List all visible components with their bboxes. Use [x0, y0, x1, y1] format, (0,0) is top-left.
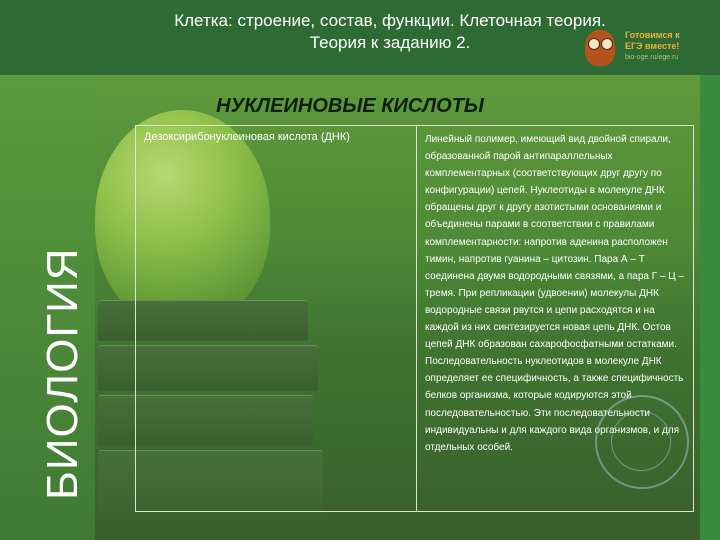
section-heading: НУКЛЕИНОВЫЕ КИСЛОТЫ	[216, 95, 484, 117]
term-text: Дезоксирибонуклеиновая кислота (ДНК)	[144, 131, 350, 143]
definition-text: Линейный полимер, имеющий вид двойной спирали, образованной парой антипараллельных комплементарных (соответствующих друг другу по конфигурации) цепей. Нуклеотиды в молекуле ДНК обращены друг к другу азотистыми основаниями и объединены парами в соответствии с правилами комплементарности: напротив аденина расположен тимин, напротив гуанина – цитозин. Пара А – Т соединена двумя водородными связями, а пара Г – Ц – тремя. При репликации (удвоении) молекулы ДНК водородные связи рвутся и цепи расходятся и на каждой из них синтезируется новая цепь ДНК. Остов цепей ДНК образован сахарофосфатными остатками. Последовательность нуклеотидов в молекуле ДНК определяет ее специфичность, а также специфичность белков организма, которые кодируются этой последовательностью. Эти последовательности индивидуальны и для каждого вида организмов, и для отдельных особей.	[425, 134, 685, 453]
slide-title-line1: Клетка: строение, состав, функции. Клеточная теория.	[174, 11, 606, 30]
side-label: БИОЛОГИЯ	[38, 247, 87, 500]
term-cell	[136, 126, 417, 511]
logo	[585, 30, 715, 70]
logo-text	[625, 30, 715, 63]
logo-line2: ЕГЭ вместе!	[625, 41, 680, 51]
right-panel	[700, 75, 720, 540]
slide-title	[140, 10, 640, 54]
slide-title-line2: Теория к заданию 2.	[309, 33, 471, 52]
logo-line3: bio-oge.ru/ege.ru	[625, 54, 679, 61]
logo-line1: Готовимся к	[625, 30, 680, 40]
owl-icon	[585, 30, 615, 66]
watermark-stamp	[595, 395, 689, 489]
